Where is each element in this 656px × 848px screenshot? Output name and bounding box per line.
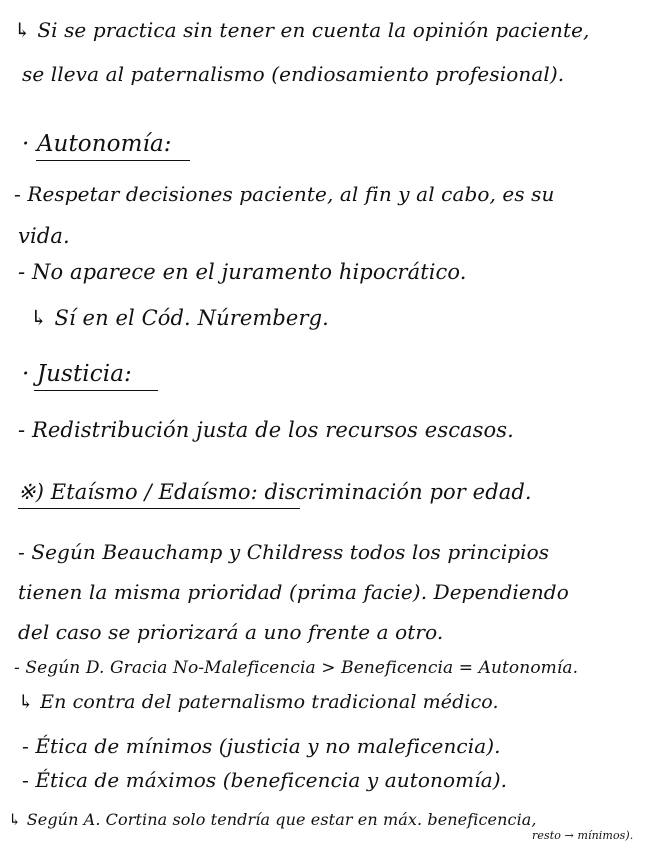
note-line-6: ↳ Sí en el Cód. Núremberg. <box>30 306 329 330</box>
note-line-13: ↳ En contra del paternalismo tradicional médico. <box>18 691 499 713</box>
underline-autonomia <box>36 160 190 161</box>
note-line-2: se lleva al paternalismo (endiosamiento profesional). <box>22 62 565 86</box>
note-line-9: - Según Beauchamp y Childress todos los principios <box>18 540 550 564</box>
note-line-14: - Ética de mínimos (justicia y no maleficencia). <box>22 734 501 758</box>
note-line-5: - No aparece en el juramento hipocrático. <box>18 260 467 284</box>
note-line-4: vida. <box>18 224 70 248</box>
note-line-12: - Según D. Gracia No-Maleficencia > Beneficencia = Autonomía. <box>14 658 579 678</box>
note-line-10: tienen la misma prioridad (prima facie). Dependiendo <box>18 580 569 604</box>
underline-etaismo <box>18 508 300 509</box>
heading-autonomia: · Autonomía: <box>22 131 172 157</box>
note-line-15: - Ética de máximos (beneficencia y autonomía). <box>22 768 508 792</box>
note-line-8: ※) Etaísmo / Edaísmo: discriminación por edad. <box>18 480 532 504</box>
note-line-11: del caso se priorizará a uno frente a otro. <box>18 620 444 644</box>
note-line-7: - Redistribución justa de los recursos escasos. <box>18 418 514 442</box>
note-line-3: - Respetar decisiones paciente, al fin y al cabo, es su <box>14 182 555 206</box>
note-annotation-small: resto → mínimos). <box>532 829 634 842</box>
note-line-1: ↳ Si se practica sin tener en cuenta la opinión paciente, <box>14 18 590 42</box>
heading-justicia: · Justicia: <box>22 361 132 387</box>
note-line-16: ↳ Según A. Cortina solo tendría que estar en máx. beneficencia, <box>8 810 537 829</box>
underline-justicia <box>34 390 158 391</box>
